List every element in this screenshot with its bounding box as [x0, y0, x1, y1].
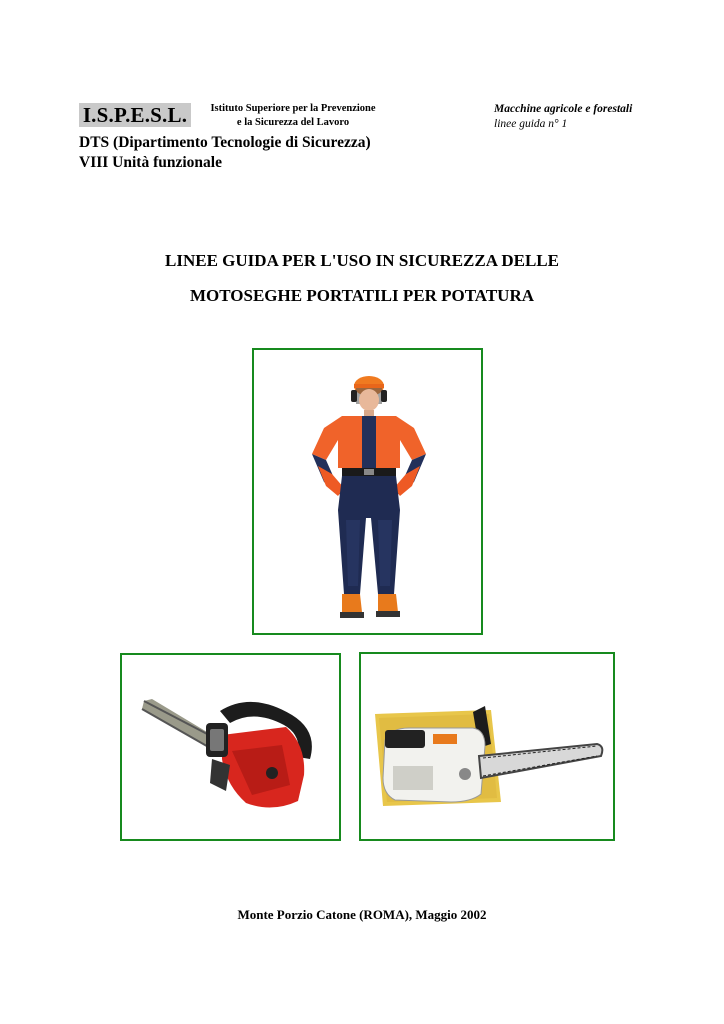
unit-name: VIII Unità funzionale — [79, 154, 222, 171]
white-chainsaw-photo — [359, 652, 615, 841]
worker-photo — [252, 348, 483, 635]
institute-name-line1: Istituto Superiore per la Prevenzione — [210, 103, 376, 114]
place-and-date: Monte Porzio Catone (ROMA), Maggio 2002 — [237, 907, 487, 922]
department-name: DTS (Dipartimento Tecnologie di Sicurezza) — [79, 134, 371, 151]
series-title: Macchine agricole e forestali — [494, 103, 633, 115]
red-chainsaw-illustration — [122, 655, 338, 838]
ispesl-logo: I.S.P.E.S.L. — [79, 103, 191, 127]
worker-illustration — [254, 350, 480, 632]
document-title-line2: MOTOSEGHE PORTATILI PER POTATURA — [189, 286, 534, 305]
document-title-line1: LINEE GUIDA PER L'USO IN SICUREZZA DELLE — [165, 251, 559, 270]
institute-name-line2: e la Sicurezza del Lavoro — [236, 117, 350, 128]
white-chainsaw-illustration — [361, 654, 612, 838]
series-number: linee guida n° 1 — [494, 118, 568, 130]
red-chainsaw-photo — [120, 653, 341, 841]
